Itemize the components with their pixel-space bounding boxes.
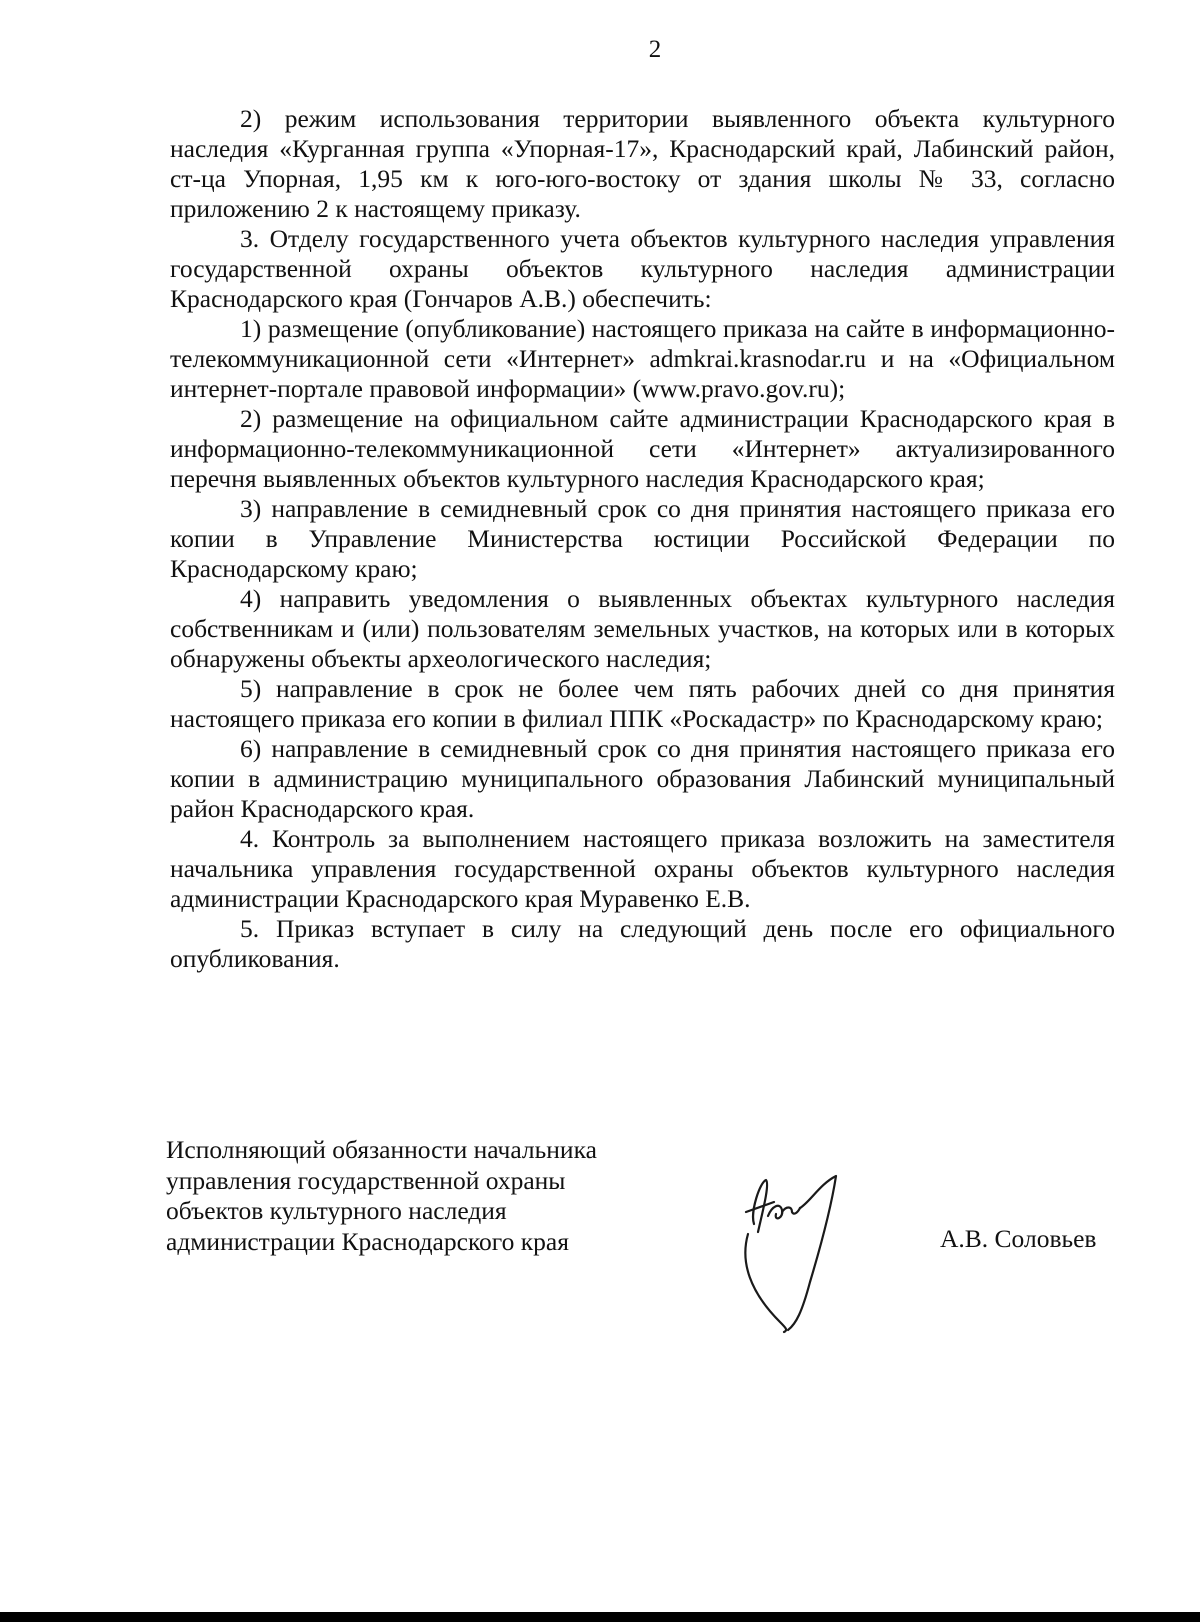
paragraph-item-6-municipality: 6) направление в семидневный срок со дня принятия настоящего приказа его копии в администрацию муниципального образования Лабинский муниципальный район Краснодарского края. [170,734,1115,823]
paragraph-section-3: 3. Отделу государственного учета объектов культурного наследия управления государственной охраны объектов культурного наследия администрации Краснодарского края (Гончаров А.В.) обеспечить: [170,224,1115,313]
signatory-position-line: управления государственной охраны [166,1165,566,1195]
paragraph-item-5-roskadastr: 5) направление в срок не более чем пять рабочих дней со дня принятия настоящего приказа его копии в филиал ППК «Роскадастр» по Краснодарскому краю; [170,674,1115,733]
paragraph-section-5: 5. Приказ вступает в силу на следующий день после его официального опубликования. [170,914,1115,973]
signatory-name: А.В. Соловьев [940,1224,1097,1253]
paragraph-item-1-publication: 1) размещение (опубликование) настоящего приказа на сайте в информационно-телекоммуникационной сети «Интернет» admkrai.krasnodar.ru и на «Официальном интернет-портале правовой информации» (www.pravo.gov.ru); [170,314,1115,403]
paragraph-item-2-regime: 2) режим использования территории выявленного объекта культурного наследия «Курганная группа «Упорная-17», Краснодарский край, Лабинский район, ст-ца Упорная, 1,95 км к юго-юго-востоку от здания школы № 33, согласно приложению 2 к настоящему приказу. [170,104,1115,223]
signatory-position-line: администрации Краснодарского края [166,1226,569,1256]
signatory-position [166,1135,686,1257]
page-number: 2 [648,36,662,63]
paragraph-item-4-notifications: 4) направить уведомления о выявленных объектах культурного наследия собственникам и (или) пользователям земельных участков, на которых или в которых обнаружены объекты археологического наследия; [170,584,1115,673]
paragraph-item-3-ministry: 3) направление в семидневный срок со дня принятия настоящего приказа его копии в Управление Министерства юстиции Российской Федерации по Краснодарскому краю; [170,494,1115,583]
signature-icon [740,1172,880,1337]
document-body [170,104,1115,974]
paragraph-item-2-website: 2) размещение на официальном сайте администрации Краснодарского края в информационно-телекоммуникационной сети «Интернет» актуализированного перечня выявленных объектов культурного наследия Краснодарского края; [170,404,1115,493]
scan-border [0,1612,1200,1622]
paragraph-section-4: 4. Контроль за выполнением настоящего приказа возложить на заместителя начальника управления государственной охраны объектов культурного наследия администрации Краснодарского края Муравенко Е.В. [170,824,1115,913]
signatory-position-line: объектов культурного наследия [166,1196,507,1225]
signatory-position-line: Исполняющий обязанности начальника [166,1135,597,1164]
